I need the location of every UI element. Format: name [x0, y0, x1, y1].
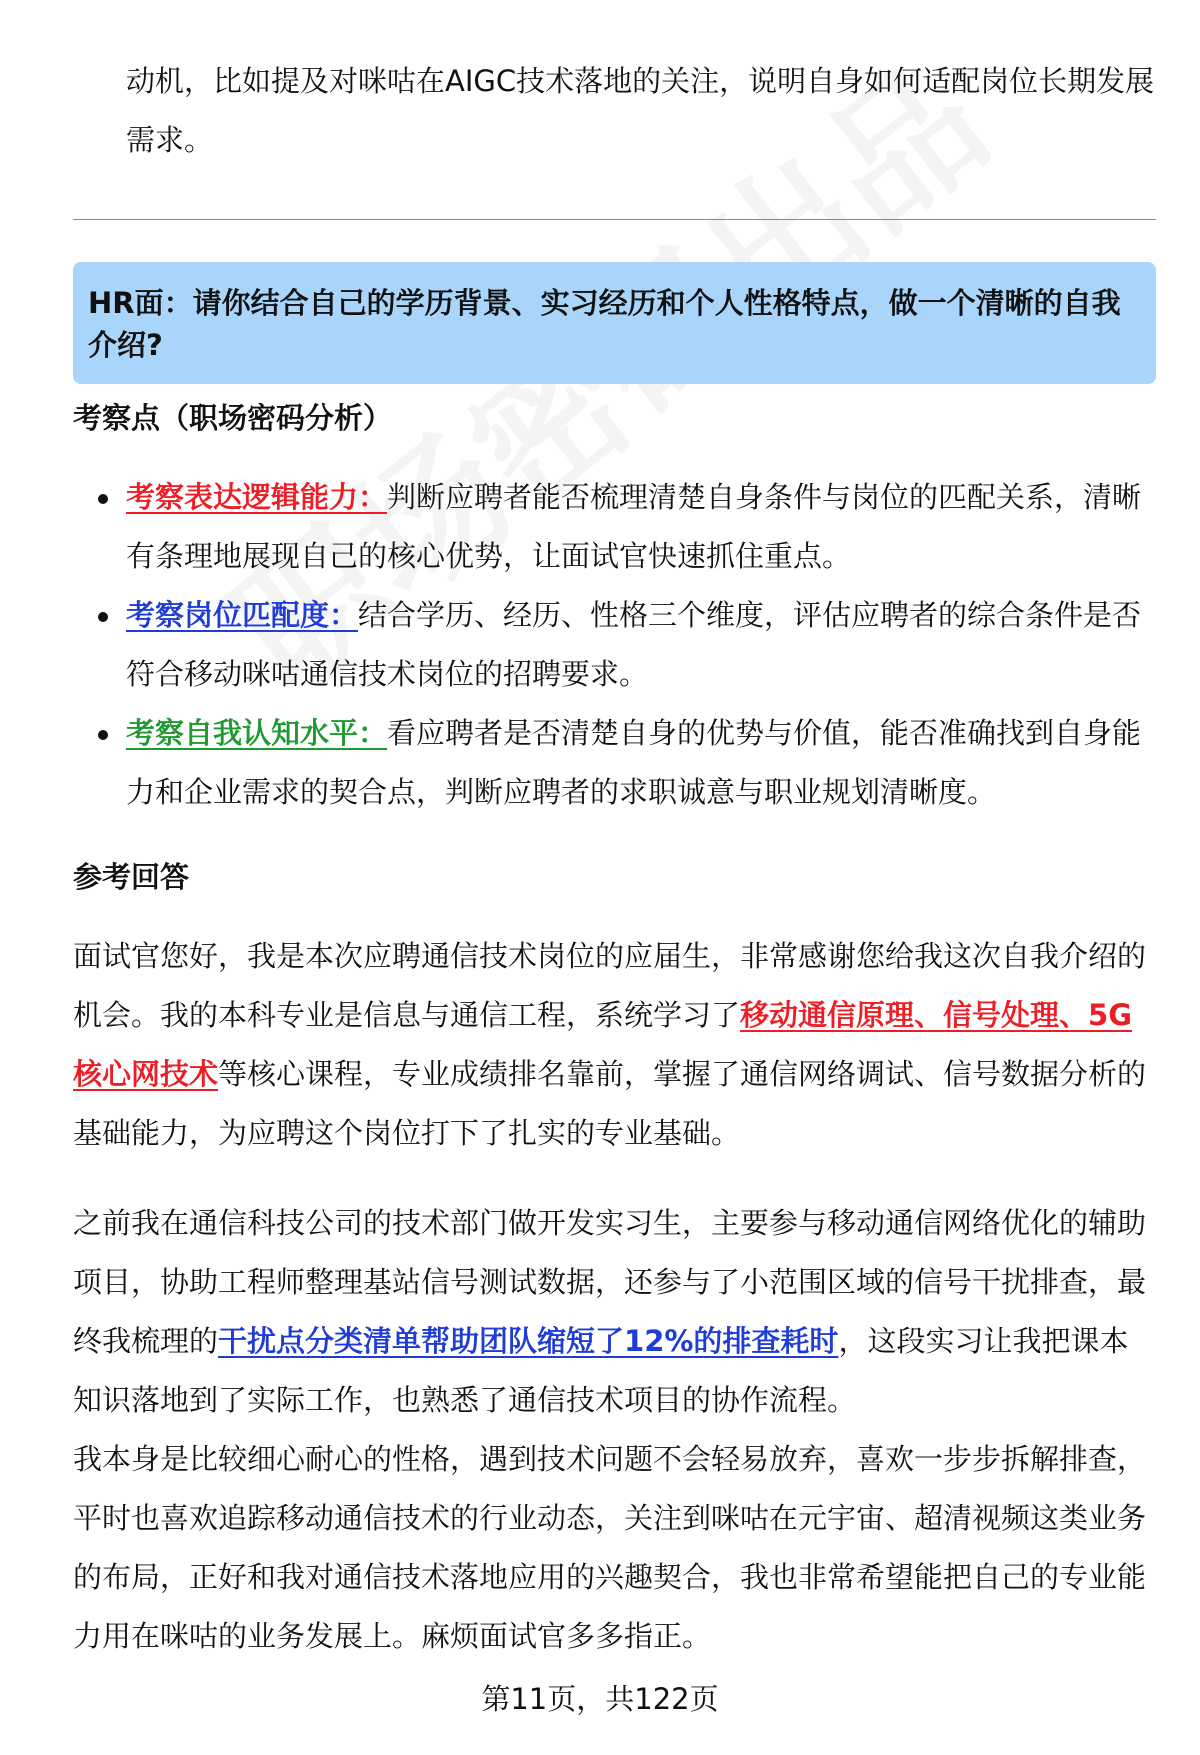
point-text: 判断应聘者能否梳理清楚自身条件与岗位的匹配关系，清晰有条理地展现自己的核心优势，让面试官快速抓住重点。: [126, 480, 1142, 573]
intro-paragraph: 动机，比如提及对咪咕在AIGC技术落地的关注，说明自身如何适配岗位长期发展需求。: [126, 64, 1155, 157]
list-item: [126, 468, 1156, 586]
point-text: 看应聘者是否清楚自身的优势与价值，能否准确找到自身能力和企业需求的契合点，判断应聘者的求职诚意与职业规划清晰度。: [126, 716, 1142, 809]
point-keyword: 考察表达逻辑能力：: [126, 480, 388, 514]
answer-heading: 参考回答: [73, 860, 190, 894]
section-divider: [73, 219, 1156, 220]
point-keyword: 考察岗位匹配度：: [126, 598, 359, 632]
answer-text: 面试官您好，我是本次应聘通信技术岗位的应届生，非常感谢您给我这次自我介绍的机会。我的本科专业是信息与通信工程，系统学习了: [73, 939, 1147, 1032]
answer-text: 之前我在通信科技公司的技术部门做开发实习生，主要参与移动通信网络优化的辅助项目，协助工程师整理基站信号测试数据，还参与了小范围区域的信号干扰排查，最终我梳理的: [73, 1206, 1147, 1358]
answer-highlight: 干扰点分类清单帮助团队缩短了12%的排查耗时: [218, 1324, 839, 1358]
bullet-dot: [98, 730, 108, 740]
question-box: [73, 262, 1156, 384]
answer-paragraph-3: 我本身是比较细心耐心的性格，遇到技术问题不会轻易放弃，喜欢一步步拆解排查，平时也喜欢追踪移动通信技术的行业动态，关注到咪咕在元宇宙、超清视频这类业务的布局，正好和我对通信技术落地应用的兴趣契合，我也非常希望能把自己的专业能力用在咪咕的业务发展上。麻烦面试官多多指正。: [73, 1442, 1147, 1653]
page-number: 第11页，共122页: [481, 1682, 719, 1716]
answer-highlight: 移动通信原理、信号处理、5G核心网技术: [73, 998, 1132, 1091]
bullet-dot: [98, 612, 108, 622]
answer-text: ，这段实习让我把课本知识落地到了实际工作，也熟悉了通信技术项目的协作流程。: [73, 1324, 1129, 1417]
points-heading: 考察点（职场密码分析）: [73, 401, 393, 435]
answer-paragraph-1: [73, 927, 1156, 1163]
answer-paragraph-2: [73, 1194, 1156, 1430]
question-text: HR面：请你结合自己的学历背景、实习经历和个人性格特点，做一个清晰的自我介绍?: [88, 286, 1121, 362]
bullet-dot: [98, 494, 108, 504]
answer-text: 等核心课程，专业成绩排名靠前，掌握了通信网络调试、信号数据分析的基础能力，为应聘这个岗位打下了扎实的专业基础。: [73, 1057, 1147, 1150]
list-item: [126, 704, 1156, 822]
points-list: [126, 468, 1156, 822]
point-text: 结合学历、经历、性格三个维度，评估应聘者的综合条件是否符合移动咪咕通信技术岗位的招聘要求。: [126, 598, 1142, 691]
list-item: [126, 586, 1156, 704]
point-keyword: 考察自我认知水平：: [126, 716, 388, 750]
